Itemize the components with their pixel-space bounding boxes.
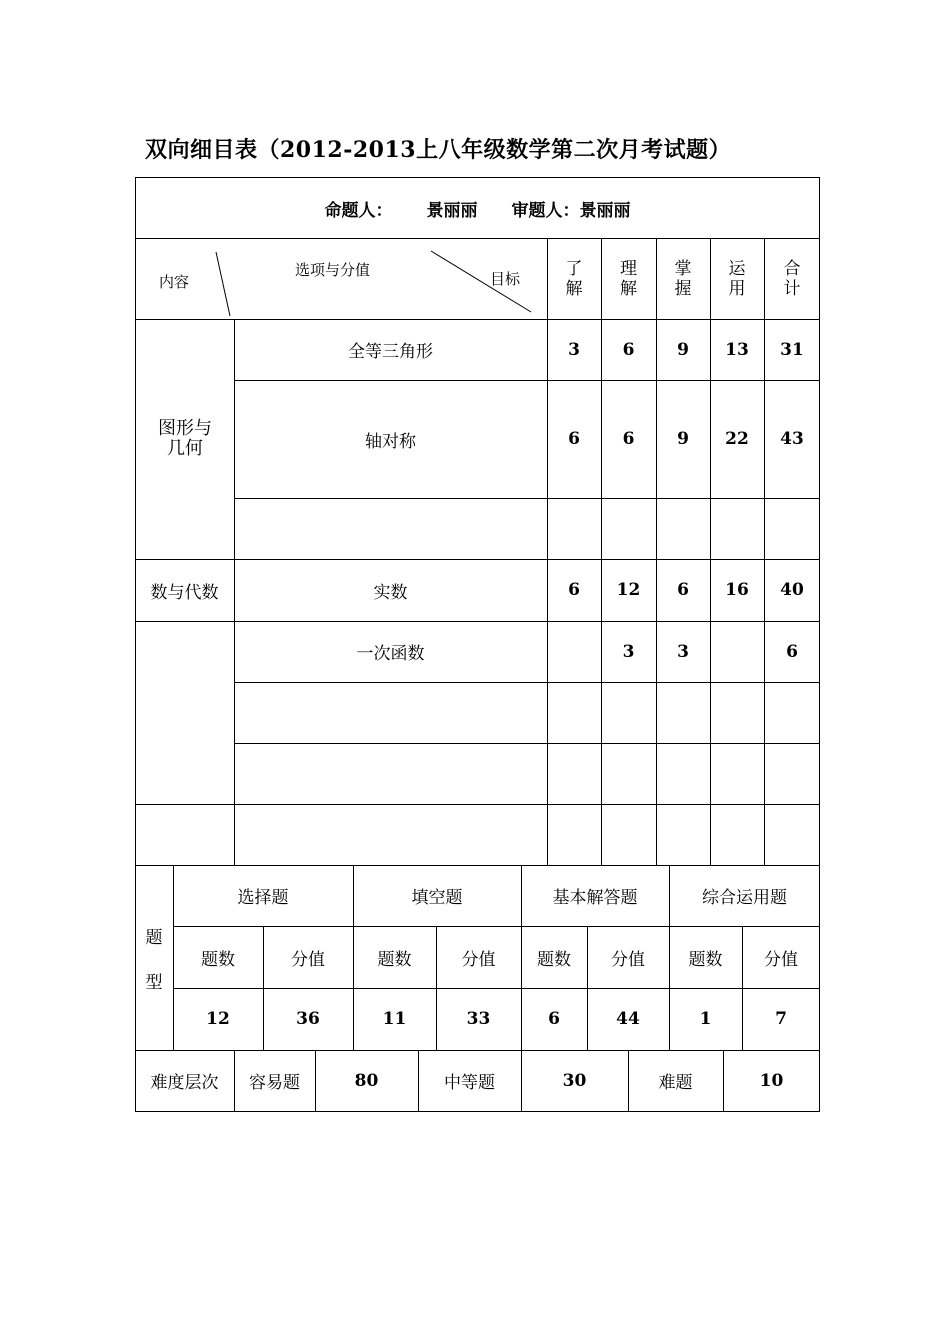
row-value	[547, 498, 601, 559]
question-type-label-2: 型	[145, 972, 163, 993]
diag-target-label: 目标	[489, 269, 520, 288]
row-topic	[234, 682, 547, 743]
question-type-label	[135, 865, 173, 1050]
page-title: 双向细目表（2012-2013上八年级数学第二次月考试题）	[145, 137, 732, 163]
level-header-char: 计	[783, 278, 801, 299]
level-header	[601, 238, 656, 319]
score-value: 36	[296, 1009, 320, 1029]
row-topic: 轴对称	[365, 431, 416, 452]
level-header-char: 用	[728, 278, 746, 299]
score-label: 分值	[764, 949, 798, 970]
row-value	[764, 498, 820, 559]
row-value: 43	[780, 429, 804, 449]
row-topic: 实数	[373, 582, 408, 603]
diag-content-label: 内容	[158, 272, 189, 291]
row-value: 40	[780, 580, 804, 600]
score-label: 分值	[611, 949, 645, 970]
row-topic: 一次函数	[356, 644, 425, 664]
row-value	[656, 804, 710, 865]
row-value: 6	[622, 429, 635, 449]
row-value: 16	[725, 580, 749, 600]
medium-value: 30	[562, 1070, 587, 1091]
row-value	[601, 743, 656, 804]
row-value	[764, 804, 820, 865]
level-header-char: 了	[565, 258, 583, 279]
level-header-char: 理	[620, 258, 637, 279]
row-value: 9	[677, 339, 689, 360]
header-row	[135, 178, 820, 238]
question-type-name: 选择题	[237, 888, 289, 908]
count-value: 11	[382, 1009, 407, 1029]
row-topic	[234, 743, 547, 804]
row-value: 6	[622, 339, 635, 360]
difficulty-label: 难度层次	[150, 1073, 219, 1093]
row-value	[710, 682, 764, 743]
row-value	[547, 621, 601, 682]
count-label: 题数	[377, 949, 412, 970]
level-header-char: 合	[783, 258, 801, 279]
level-header	[547, 238, 601, 319]
score-value: 33	[466, 1009, 491, 1029]
level-header-char: 握	[674, 278, 692, 299]
row-value: 6	[786, 641, 798, 662]
row-value: 6	[568, 580, 580, 600]
row-topic	[234, 498, 547, 559]
proposer-name: 景丽丽	[426, 200, 478, 221]
level-header-char: 解	[565, 278, 583, 299]
count-label: 题数	[688, 949, 723, 970]
row-value	[601, 498, 656, 559]
row-topic: 全等三角形	[348, 342, 433, 362]
section-algebra: 数与代数	[150, 583, 219, 603]
row-value	[710, 743, 764, 804]
row-value: 6	[677, 580, 689, 600]
score-value: 7	[775, 1009, 787, 1029]
hard-label: 难题	[658, 1073, 693, 1093]
row-topic	[234, 804, 547, 865]
score-value: 44	[616, 1009, 640, 1029]
easy-label: 容易题	[249, 1073, 300, 1093]
count-label: 题数	[201, 949, 235, 970]
question-type-name: 综合运用题	[702, 888, 787, 908]
row-value: 3	[677, 641, 689, 662]
row-value	[764, 682, 820, 743]
row-value: 13	[725, 339, 749, 360]
row-value: 31	[780, 339, 804, 360]
row-value: 22	[725, 429, 749, 449]
hard-value: 10	[759, 1070, 784, 1091]
row-value	[656, 743, 710, 804]
row-value	[601, 804, 656, 865]
row-value: 3	[568, 339, 580, 360]
row-value	[547, 682, 601, 743]
row-value: 3	[622, 641, 635, 662]
level-header	[656, 238, 710, 319]
count-value: 12	[206, 1009, 230, 1029]
section-geometry: 图形与几何	[158, 418, 212, 459]
count-label: 题数	[537, 949, 571, 970]
diag-options-label: 选项与分值	[294, 260, 370, 279]
level-header	[710, 238, 764, 319]
row-value: 12	[616, 580, 641, 600]
medium-label: 中等题	[444, 1073, 495, 1093]
row-value: 6	[568, 429, 580, 449]
level-header-char: 掌	[674, 258, 692, 279]
row-value	[547, 804, 601, 865]
row-value	[710, 498, 764, 559]
row-value	[764, 743, 820, 804]
row-value	[601, 682, 656, 743]
reviewer-label: 审题人：	[511, 200, 580, 221]
easy-value: 80	[354, 1070, 379, 1091]
row-value	[656, 498, 710, 559]
proposer-label: 命题人：	[324, 200, 393, 221]
count-value: 1	[699, 1009, 712, 1029]
row-value	[656, 682, 710, 743]
question-type-name: 填空题	[411, 888, 463, 908]
level-header	[764, 238, 820, 319]
count-value: 6	[548, 1009, 560, 1029]
question-type-name: 基本解答题	[552, 888, 638, 908]
score-label: 分值	[291, 949, 325, 970]
row-value	[710, 621, 764, 682]
question-type-label-1: 题	[145, 927, 163, 948]
score-label: 分值	[461, 949, 496, 970]
row-value: 9	[677, 429, 689, 449]
row-value	[547, 743, 601, 804]
reviewer-name: 景丽丽	[579, 200, 631, 221]
level-header-char: 运	[728, 258, 746, 279]
level-header-char: 解	[620, 278, 637, 299]
row-value	[710, 804, 764, 865]
